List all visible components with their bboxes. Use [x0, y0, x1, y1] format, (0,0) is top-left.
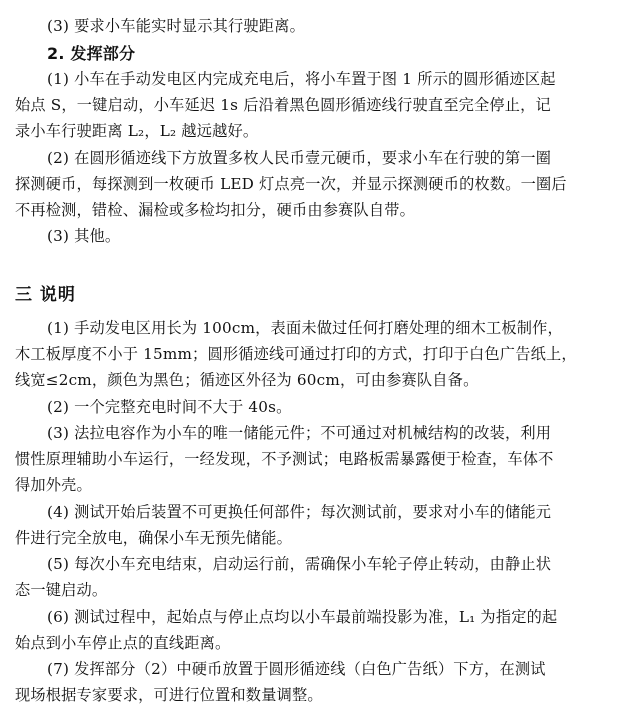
note-4-cont: 件进行完全放电，确保小车无预先储能。 [15, 529, 292, 547]
note-6: (6) 测试过程中，起始点与停止点均以小车最前端投影为准，L₁ 为指定的起 [47, 608, 558, 626]
note-2: (2) 一个完整充电时间不大于 40s。 [47, 398, 292, 416]
note-3-cont: 得加外壳。 [15, 476, 92, 494]
advanced-item-1-cont: 录小车行驶距离 L₂，L₂ 越远越好。 [15, 122, 259, 140]
note-7-cont: 现场根据专家要求，可进行位置和数量调整。 [15, 686, 323, 704]
note-6-cont: 始点到小车停止点的直线距离。 [15, 634, 231, 652]
note-1: (1) 手动发电区用长为 100cm，表面未做过任何打磨处理的细木工板制作， [47, 319, 563, 337]
advanced-item-1: (1) 小车在手动发电区内完成充电后，将小车置于图 1 所示的圆形循迹区起 [47, 70, 556, 88]
advanced-item-1-cont: 始点 S，一键启动，小车延迟 1s 后沿着黑色圆形循迹线行驶直至完全停止，记 [15, 96, 551, 114]
note-4: (4) 测试开始后装置不可更换任何部件；每次测试前，要求对小车的储能元 [47, 503, 552, 521]
requirement-3: (3) 要求小车能实时显示其行驶距离。 [47, 17, 305, 35]
advanced-item-2-cont: 不再检测，错检、漏检或多检均扣分，硬币由参赛队自带。 [15, 201, 416, 219]
advanced-item-2-cont: 探测硬币，每探测到一枚硬币 LED 灯点亮一次，并显示探测硬币的枚数。一圈后 [15, 175, 567, 193]
note-5-cont: 态一键启动。 [15, 581, 108, 599]
note-7: (7) 发挥部分（2）中硬币放置于圆形循迹线（白色广告纸）下方，在测试 [47, 660, 546, 678]
note-1-cont: 木工板厚度不小于 15mm；圆形循迹线可通过打印的方式，打印于白色广告纸上， [15, 345, 577, 363]
note-1-cont: 线宽≤2cm，颜色为黑色；循迹区外径为 60cm，可由参赛队自备。 [15, 371, 479, 389]
note-3: (3) 法拉电容作为小车的唯一储能元件；不可通过对机械结构的改装，利用 [47, 424, 552, 442]
note-5: (5) 每次小车充电结束，启动运行前，需确保小车轮子停止转动，由静止状 [47, 555, 552, 573]
section-heading-notes: 三 说明 [15, 285, 76, 305]
advanced-item-3: (3) 其他。 [47, 227, 121, 245]
section-heading-advanced: 2. 发挥部分 [47, 44, 136, 63]
note-3-cont: 惯性原理辅助小车运行，一经发现，不予测试；电路板需暴露便于检查，车体不 [15, 450, 554, 468]
advanced-item-2: (2) 在圆形循迹线下方放置多枚人民币壹元硬币，要求小车在行驶的第一圈 [47, 149, 552, 167]
